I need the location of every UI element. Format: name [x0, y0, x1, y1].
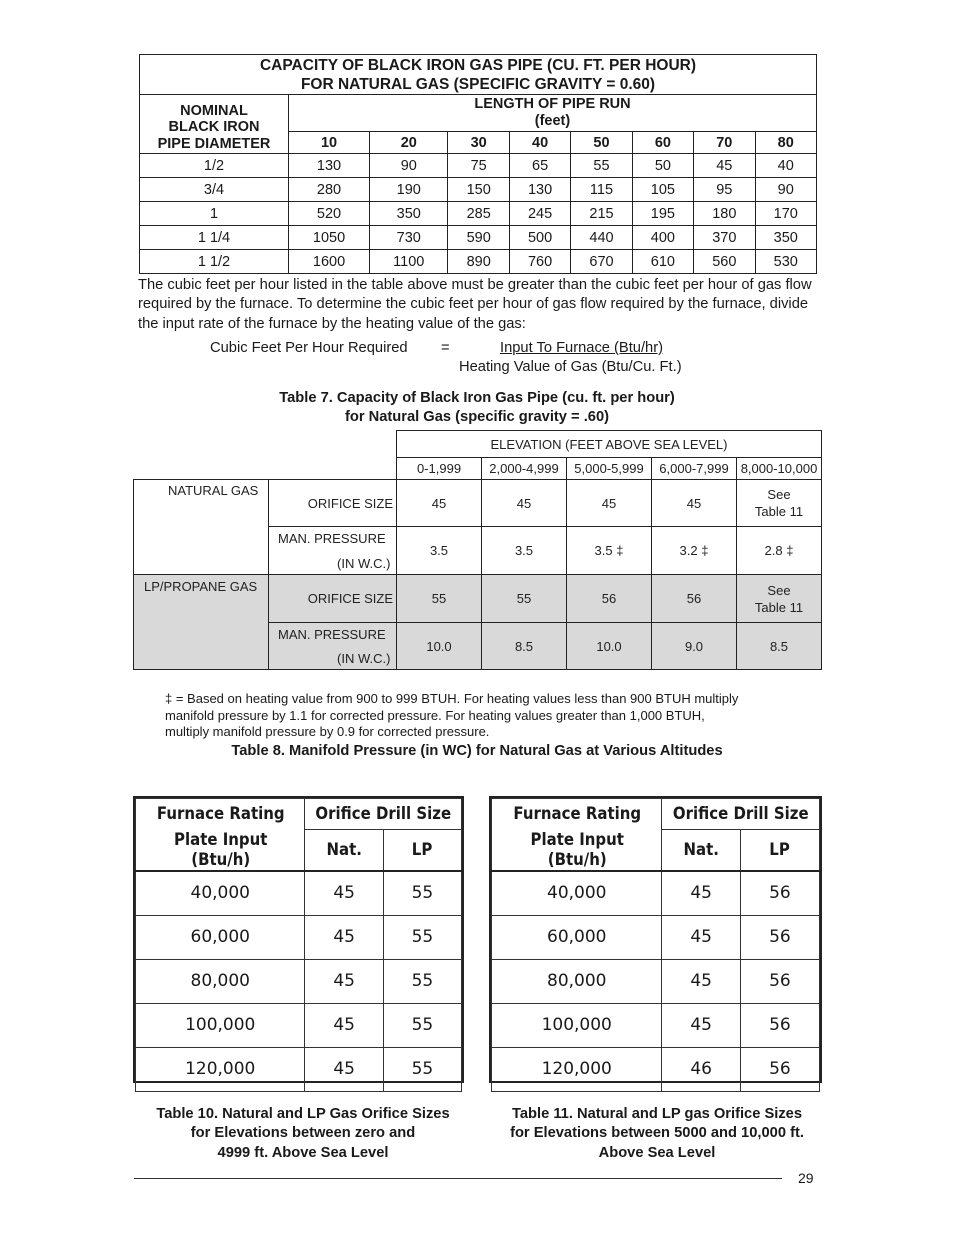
input-cell: 60,000: [492, 915, 662, 959]
nat-cell: 45: [305, 915, 383, 959]
natural-orifice-cell: 45: [566, 479, 652, 527]
capacity-cell: 530: [755, 250, 817, 274]
capacity-cell: 400: [632, 226, 693, 250]
title-line-1: CAPACITY OF BLACK IRON GAS PIPE (CU. FT. PER HOUR): [259, 57, 697, 74]
capacity-cell: 730: [370, 226, 448, 250]
nat-cell: 45: [305, 1003, 383, 1047]
input-cell: 100,000: [136, 1003, 305, 1047]
input-cell: 120,000: [136, 1047, 305, 1091]
capacity-cell: 670: [571, 250, 632, 274]
length-70-header: 70: [694, 132, 755, 154]
rating-header: Furnace Rating: [146, 799, 295, 830]
lp-pressure-cell: 10.0: [396, 622, 482, 670]
capacity-cell: 55: [571, 154, 632, 178]
natural-pressure-cell: 3.5 ‡: [566, 526, 652, 575]
table-row: [492, 1003, 820, 1047]
capacity-cell: 370: [694, 226, 755, 250]
table-row: [136, 959, 462, 1003]
lp-cell: 56: [740, 871, 819, 916]
capacity-cell: 50: [632, 154, 693, 178]
input-cell: 80,000: [492, 959, 662, 1003]
table10-caption-line-2: for Elevations between zero and: [190, 1125, 416, 1142]
capacity-cell: 350: [755, 226, 817, 250]
lp-cell: 56: [740, 1003, 819, 1047]
elevation-header: ELEVATION (FEET ABOVE SEA LEVEL): [396, 430, 822, 458]
capacity-cell: 65: [509, 154, 570, 178]
nominal-line-2: BLACK IRON: [168, 119, 260, 135]
capacity-cell: 115: [571, 178, 632, 202]
pipe-size-cell: 1/2: [140, 154, 289, 178]
nat-header: Nat.: [667, 830, 736, 871]
natural-orifice-cell: 45: [396, 479, 482, 527]
length-of-run-header: [289, 95, 817, 132]
footnote-line-2: manifold pressure by 1.1 for corrected pressure. For heating values greater than 1,000 BTUH,: [165, 707, 705, 723]
elevation-range-cell: 2,000-4,999: [481, 457, 567, 480]
table11-caption-line-3: Above Sea Level: [598, 1144, 716, 1161]
natural-pressure-cell: 3.5: [396, 526, 482, 575]
capacity-cell: 245: [509, 202, 570, 226]
input-header: Plate Input (Btu/h): [502, 830, 652, 871]
table-row: [492, 915, 820, 959]
nat-cell: 45: [305, 871, 383, 916]
table-row: [492, 1047, 820, 1091]
lp-cell: 55: [383, 959, 461, 1003]
table11-caption-line-1: Table 11. Natural and LP gas Orifice Sizes: [511, 1106, 803, 1122]
capacity-cell: 170: [755, 202, 817, 226]
lp-pressure-label-line-1: MAN. PRESSURE: [278, 627, 386, 642]
input-cell: 40,000: [492, 871, 662, 916]
nominal-diameter-header: [140, 95, 289, 154]
pipe-size-cell: 1 1/4: [140, 226, 289, 250]
lp-orifice-cell: 55: [396, 574, 482, 623]
nat-header: Nat.: [310, 830, 379, 871]
lp-cell: 56: [740, 915, 819, 959]
capacity-cell: 180: [694, 202, 755, 226]
nominal-line-3: PIPE DIAMETER: [157, 135, 271, 152]
table-row: [136, 1003, 462, 1047]
lp-cell: 55: [383, 915, 461, 959]
table8-caption: Table 8. Manifold Pressure (in WC) for Natural Gas at Various Altitudes: [231, 743, 723, 759]
table7-caption-line-1: Table 7. Capacity of Black Iron Gas Pipe (cu. ft. per hour): [279, 390, 675, 406]
table-title: [140, 55, 817, 95]
nat-cell: 45: [662, 915, 740, 959]
see-table-11-cell: [736, 479, 822, 527]
capacity-cell: 440: [571, 226, 632, 250]
nat-cell: 45: [662, 959, 740, 1003]
lp-orifice-cell: 55: [481, 574, 567, 623]
capacity-paragraph: The cubic feet per hour listed in the table above must be greater than the cubic feet per hour of gas flow required by the furnace. To determine the cubic feet per hour of gas flow required by the furnace, divide the input rate of the furnace by the heating value of the gas:: [138, 277, 812, 332]
table-row: [492, 959, 820, 1003]
formula-label: Cubic Feet Per Hour Required: [210, 340, 408, 356]
natural-gas-label: NATURAL GAS: [168, 483, 259, 498]
table7-caption-line-2: for Natural Gas (specific gravity = .60): [344, 409, 610, 425]
nat-cell: 45: [662, 1003, 740, 1047]
table-row: [136, 915, 462, 959]
capacity-cell: 890: [448, 250, 509, 274]
table7-caption: [0, 389, 954, 427]
length-unit: (feet): [534, 113, 571, 129]
lp-header: LP: [388, 830, 457, 871]
table-row: [140, 226, 817, 250]
table-row: [140, 154, 817, 178]
natural-pressure-cell: 3.2 ‡: [651, 526, 737, 575]
length-20-header: 20: [370, 132, 448, 154]
capacity-cell: 105: [632, 178, 693, 202]
capacity-cell: 130: [289, 154, 370, 178]
capacity-cell: 280: [289, 178, 370, 202]
see-table-11-cell: [736, 574, 822, 623]
nat-cell: 45: [305, 959, 383, 1003]
capacity-cell: 75: [448, 154, 509, 178]
table-row: [140, 250, 817, 274]
table-row: [140, 202, 817, 226]
lp-orifice-cell: 56: [566, 574, 652, 623]
capacity-cell: 500: [509, 226, 570, 250]
see-table-line-1: See: [767, 582, 791, 598]
length-label: LENGTH OF PIPE RUN: [474, 96, 631, 112]
pipe-size-cell: 1: [140, 202, 289, 226]
input-cell: 40,000: [136, 871, 305, 916]
formula-equals: =: [441, 340, 450, 356]
orifice-rows: [136, 871, 462, 1092]
formula-numerator: Input To Furnace (Btu/hr): [500, 340, 664, 356]
lp-cell: 56: [740, 959, 819, 1003]
input-cell: 100,000: [492, 1003, 662, 1047]
elevation-range-cell: 8,000-10,000: [736, 457, 822, 480]
capacity-cell: 520: [289, 202, 370, 226]
lp-cell: 55: [383, 871, 461, 916]
lp-header: LP: [745, 830, 815, 871]
capacity-cell: 1600: [289, 250, 370, 274]
lp-pressure-label-line-2: (IN W.C.): [337, 651, 391, 666]
capacity-cell: 195: [632, 202, 693, 226]
see-table-line-2: Table 11: [754, 599, 804, 615]
capacity-cell: 1050: [289, 226, 370, 250]
table10-caption: [132, 1105, 474, 1163]
lp-orifice-cell: 56: [651, 574, 737, 623]
see-table-line-2: Table 11: [754, 504, 804, 519]
table-row: [136, 871, 462, 916]
table10-caption-line-3: 4999 ft. Above Sea Level: [217, 1144, 389, 1161]
natural-pressure-label-line-1: MAN. PRESSURE: [278, 531, 386, 546]
length-30-header: 30: [448, 132, 509, 154]
orifice-table-high-elevation: [489, 796, 822, 1083]
natural-orifice-label: ORIFICE SIZE: [268, 479, 397, 527]
capacity-cell: 90: [370, 154, 448, 178]
natural-orifice-cell: 45: [651, 479, 737, 527]
pressure-footnote: [165, 691, 805, 741]
natural-orifice-cell: 45: [481, 479, 567, 527]
nat-cell: 46: [662, 1047, 740, 1091]
capacity-cell: 590: [448, 226, 509, 250]
page-number: 29: [798, 1170, 814, 1186]
length-10-header: 10: [289, 132, 370, 154]
pipe-capacity-table: [139, 54, 817, 274]
nat-cell: 45: [662, 871, 740, 916]
capacity-cell: 285: [448, 202, 509, 226]
table11-caption-line-2: for Elevations between 5000 and 10,000 ft.: [510, 1125, 804, 1142]
natural-pressure-label-line-2: (IN W.C.): [337, 556, 391, 571]
lp-cell: 56: [740, 1047, 819, 1091]
length-80-header: 80: [755, 132, 817, 154]
capacity-cell: 760: [509, 250, 570, 274]
lp-gas-label: LP/PROPANE GAS: [144, 579, 258, 594]
nat-cell: 45: [305, 1047, 383, 1091]
input-header: Plate Input (Btu/h): [146, 830, 295, 871]
capacity-cell: 610: [632, 250, 693, 274]
table11-caption: [487, 1105, 827, 1163]
capacity-cell: 190: [370, 178, 448, 202]
input-cell: 60,000: [136, 915, 305, 959]
natural-pressure-cell: 2.8 ‡: [736, 526, 822, 575]
footnote-line-1: ‡ = Based on heating value from 900 to 999 BTUH. For heating values less than 900 BTUH multiply: [165, 691, 739, 706]
lp-pressure-cell: 8.5: [736, 622, 822, 670]
drill-size-header: Orifice Drill Size: [314, 799, 452, 830]
capacity-cell: 130: [509, 178, 570, 202]
table10-caption-line-1: Table 10. Natural and LP Gas Orifice Sizes: [156, 1106, 450, 1122]
input-cell: 80,000: [136, 959, 305, 1003]
capacity-cell: 90: [755, 178, 817, 202]
formula-denominator: Heating Value of Gas (Btu/Cu. Ft.): [459, 359, 682, 375]
footnote-line-3: multiply manifold pressure by 0.9 for corrected pressure.: [165, 724, 490, 739]
elevation-range-cell: 0-1,999: [396, 457, 482, 480]
table-row: [140, 178, 817, 202]
pipe-size-cell: 3/4: [140, 178, 289, 202]
table-row: [492, 871, 820, 916]
see-table-line-1: See: [767, 487, 791, 502]
title-line-2: FOR NATURAL GAS (SPECIFIC GRAVITY = 0.60): [300, 76, 656, 93]
drill-size-header: Orifice Drill Size: [671, 799, 810, 830]
pipe-size-cell: 1 1/2: [140, 250, 289, 274]
capacity-cell: 1100: [370, 250, 448, 274]
rating-header: Furnace Rating: [502, 799, 652, 830]
lp-cell: 55: [383, 1047, 461, 1091]
capacity-cell: 95: [694, 178, 755, 202]
lp-pressure-cell: 9.0: [651, 622, 737, 670]
orifice-rows: [492, 871, 820, 1092]
lp-orifice-label: ORIFICE SIZE: [268, 574, 397, 623]
length-40-header: 40: [509, 132, 570, 154]
capacity-cell: 40: [755, 154, 817, 178]
lp-cell: 55: [383, 1003, 461, 1047]
length-50-header: 50: [571, 132, 632, 154]
input-cell: 120,000: [492, 1047, 662, 1091]
lp-pressure-cell: 8.5: [481, 622, 567, 670]
capacity-cell: 45: [694, 154, 755, 178]
length-60-header: 60: [632, 132, 693, 154]
capacity-cell: 560: [694, 250, 755, 274]
footer-rule: [134, 1178, 782, 1179]
orifice-table-low-elevation: [133, 796, 464, 1083]
natural-pressure-cell: 3.5: [481, 526, 567, 575]
capacity-cell: 350: [370, 202, 448, 226]
capacity-cell: 150: [448, 178, 509, 202]
lp-pressure-cell: 10.0: [566, 622, 652, 670]
table-row: [136, 1047, 462, 1091]
nominal-line-1: NOMINAL: [180, 102, 248, 119]
elevation-range-cell: 5,000-5,999: [566, 457, 652, 480]
elevation-range-cell: 6,000-7,999: [651, 457, 737, 480]
capacity-cell: 215: [571, 202, 632, 226]
